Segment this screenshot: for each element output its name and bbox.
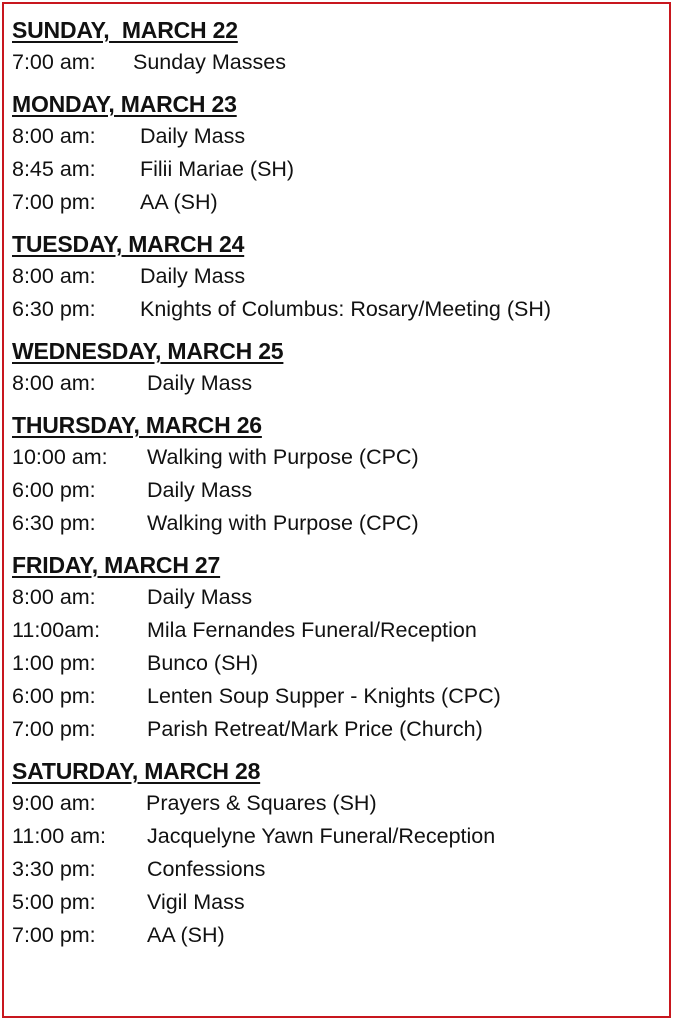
event-description: Knights of Columbus: Rosary/Meeting (SH) — [140, 297, 552, 321]
day-saturday — [12, 755, 669, 952]
event-row — [12, 153, 669, 186]
event-row — [12, 614, 669, 647]
event-description: Daily Mass — [147, 585, 253, 609]
event-row — [12, 886, 669, 919]
event-description: Parish Retreat/Mark Price (Church) — [147, 717, 483, 741]
event-row — [12, 46, 669, 79]
event-row — [12, 581, 669, 614]
event-description: AA (SH) — [147, 923, 225, 947]
day-heading: THURSDAY, MARCH 26 — [12, 412, 262, 438]
event-description: Walking with Purpose (CPC) — [147, 445, 419, 469]
event-row — [12, 680, 669, 713]
day-heading: FRIDAY, MARCH 27 — [12, 552, 221, 578]
event-description: Lenten Soup Supper - Knights (CPC) — [147, 684, 501, 708]
day-tuesday — [12, 228, 669, 326]
event-time: 8:00 am: — [12, 585, 96, 609]
event-row — [12, 919, 669, 952]
event-row — [12, 820, 669, 853]
event-description: Filii Mariae (SH) — [140, 157, 295, 181]
event-time: 8:00 am: — [12, 371, 96, 395]
event-time: 11:00 am: — [12, 824, 107, 848]
day-heading: WEDNESDAY, MARCH 25 — [12, 338, 284, 364]
event-description: Walking with Purpose (CPC) — [147, 511, 419, 535]
event-description: Prayers & Squares (SH) — [146, 791, 377, 815]
event-description: Bunco (SH) — [147, 651, 259, 675]
weekly-schedule — [12, 14, 669, 961]
event-description: Daily Mass — [147, 371, 253, 395]
day-heading: TUESDAY, MARCH 24 — [12, 231, 245, 257]
day-heading: SATURDAY, MARCH 28 — [12, 758, 261, 784]
event-time: 7:00 pm: — [12, 190, 96, 214]
event-row — [12, 853, 669, 886]
event-description: Daily Mass — [140, 124, 246, 148]
event-description: Daily Mass — [140, 264, 246, 288]
event-description: Daily Mass — [147, 478, 253, 502]
event-time: 6:00 pm: — [12, 684, 96, 708]
event-description: Confessions — [147, 857, 266, 881]
event-time: 7:00 pm: — [12, 923, 96, 947]
event-time: 8:45 am: — [12, 157, 96, 181]
event-row — [12, 441, 669, 474]
event-row — [12, 507, 669, 540]
event-time: 6:30 pm: — [12, 297, 96, 321]
event-row — [12, 787, 669, 820]
event-time: 6:00 pm: — [12, 478, 96, 502]
event-row — [12, 186, 669, 219]
day-wednesday — [12, 335, 669, 400]
event-row — [12, 293, 669, 326]
event-time: 6:30 pm: — [12, 511, 96, 535]
event-row — [12, 713, 669, 746]
day-friday — [12, 549, 669, 746]
event-time: 7:00 pm: — [12, 717, 96, 741]
event-time: 3:30 pm: — [12, 857, 96, 881]
day-monday — [12, 88, 669, 219]
day-sunday — [12, 14, 669, 79]
event-description: AA (SH) — [140, 190, 218, 214]
event-time: 7:00 am: — [12, 50, 96, 74]
event-time: 5:00 pm: — [12, 890, 96, 914]
event-row — [12, 474, 669, 507]
event-time: 11:00am: — [12, 618, 101, 642]
day-thursday — [12, 409, 669, 540]
event-row — [12, 260, 669, 293]
event-time: 9:00 am: — [12, 791, 96, 815]
event-description: Vigil Mass — [147, 890, 245, 914]
event-row — [12, 120, 669, 153]
event-description: Jacquelyne Yawn Funeral/Reception — [147, 824, 496, 848]
event-description: Mila Fernandes Funeral/Reception — [147, 618, 477, 642]
day-heading: SUNDAY, MARCH 22 — [12, 17, 238, 43]
event-time: 10:00 am: — [12, 445, 108, 469]
event-time: 8:00 am: — [12, 124, 96, 148]
event-time: 1:00 pm: — [12, 651, 96, 675]
day-heading: MONDAY, MARCH 23 — [12, 91, 237, 117]
event-description: Sunday Masses — [133, 50, 286, 74]
event-row — [12, 367, 669, 400]
event-time: 8:00 am: — [12, 264, 96, 288]
event-row — [12, 647, 669, 680]
